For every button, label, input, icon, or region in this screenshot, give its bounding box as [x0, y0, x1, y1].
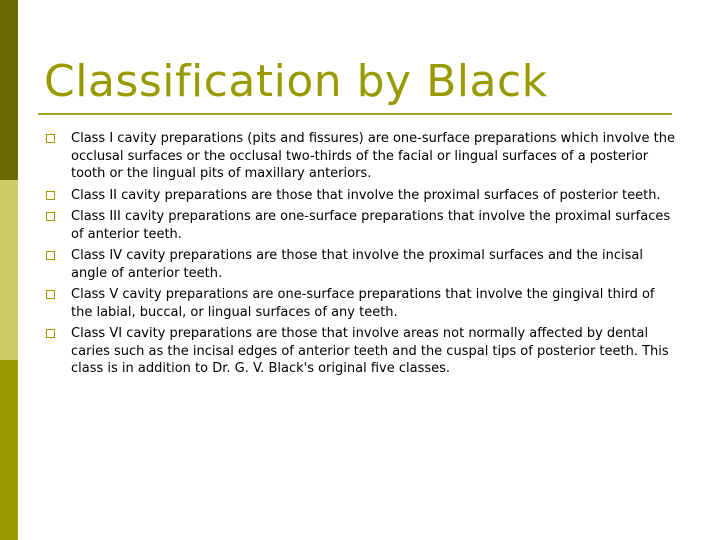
bullet-list — [46, 130, 676, 382]
hollow-square-icon — [46, 290, 55, 299]
bullet-item-class-1 — [46, 130, 676, 183]
slide-title: Classification by Black — [44, 56, 548, 107]
bullet-item-class-2 — [46, 187, 676, 205]
hollow-square-icon — [46, 212, 55, 221]
bullet-item-class-3 — [46, 208, 676, 243]
bullet-text: Class VI cavity preparations are those that involve areas not normally affected by dental caries such as the incisal edges of anterior teeth and the cuspal tips of posterior teeth. This class is in addition to Dr. G. V. Black's original five classes. — [71, 326, 669, 376]
hollow-square-icon — [46, 329, 55, 338]
bullet-text: Class IV cavity preparations are those that involve the proximal surfaces and the incisal angle of anterior teeth. — [71, 248, 643, 281]
side-bar-bottom — [0, 360, 18, 540]
bullet-item-class-4 — [46, 247, 676, 282]
hollow-square-icon — [46, 134, 55, 143]
hollow-square-icon — [46, 251, 55, 260]
bullet-text: Class I cavity preparations (pits and fissures) are one-surface preparations which involve the occlusal surfaces or the occlusal two-thirds of the facial or lingual surfaces of a posterior tooth or the lingual pits of maxillary anteriors. — [71, 131, 675, 181]
bullet-text: Class V cavity preparations are one-surface preparations that involve the gingival third of the labial, buccal, or lingual surfaces of any teeth. — [71, 287, 655, 320]
side-bar-middle — [0, 180, 18, 360]
bullet-text: Class II cavity preparations are those that involve the proximal surfaces of posterior teeth. — [71, 187, 661, 203]
hollow-square-icon — [46, 191, 55, 200]
bullet-item-class-6 — [46, 325, 676, 378]
bullet-item-class-5 — [46, 286, 676, 321]
side-bar-top — [0, 0, 18, 180]
title-divider — [38, 113, 672, 115]
bullet-text: Class III cavity preparations are one-surface preparations that involve the proximal surfaces of anterior teeth. — [71, 209, 671, 242]
